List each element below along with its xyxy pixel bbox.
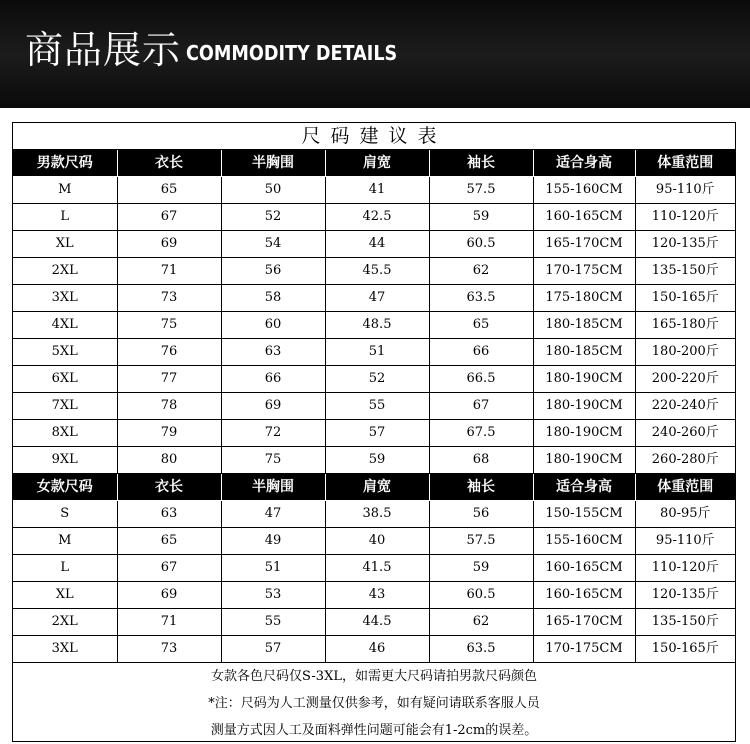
table-cell: 45.5	[325, 258, 429, 285]
table-row	[13, 555, 735, 582]
table-row	[13, 501, 735, 528]
table-cell: 6XL	[13, 366, 117, 393]
size-chart	[12, 122, 736, 742]
table-cell: 44.5	[325, 609, 429, 636]
table-cell: 80-95斤	[635, 501, 735, 528]
table-cell: M	[13, 177, 117, 204]
table-cell: L	[13, 204, 117, 231]
table-cell: 150-165斤	[635, 636, 735, 663]
table-cell: 62	[429, 258, 533, 285]
table-cell: 47	[325, 285, 429, 312]
table-row	[13, 528, 735, 555]
table-cell: 4XL	[13, 312, 117, 339]
table-cell: 50	[221, 177, 325, 204]
table-cell: 160-165CM	[533, 204, 635, 231]
table-cell: 76	[117, 339, 221, 366]
column-header: 肩宽	[325, 474, 429, 501]
table-cell: XL	[13, 231, 117, 258]
table-cell: 63	[117, 501, 221, 528]
table-row	[13, 258, 735, 285]
table-cell: 135-150斤	[635, 609, 735, 636]
table-row	[13, 339, 735, 366]
table-cell: 47	[221, 501, 325, 528]
table-cell: 60	[221, 312, 325, 339]
table-cell: 95-110斤	[635, 528, 735, 555]
table-cell: 67	[429, 393, 533, 420]
table-cell: 220-240斤	[635, 393, 735, 420]
table-cell: 5XL	[13, 339, 117, 366]
table-row	[13, 447, 735, 474]
table-cell: 2XL	[13, 258, 117, 285]
table-cell: 71	[117, 258, 221, 285]
column-header: 袖长	[429, 150, 533, 177]
column-header: 体重范围	[635, 150, 735, 177]
table-cell: 41.5	[325, 555, 429, 582]
table-cell: 56	[429, 501, 533, 528]
table-cell: 180-185CM	[533, 312, 635, 339]
table-cell: 66.5	[429, 366, 533, 393]
table-cell: 180-185CM	[533, 339, 635, 366]
size-table	[13, 123, 735, 663]
header-title-en: COMMODITY DETAILS	[186, 41, 398, 65]
table-cell: 51	[325, 339, 429, 366]
table-cell: 42.5	[325, 204, 429, 231]
table-cell: 67.5	[429, 420, 533, 447]
table-cell: 150-155CM	[533, 501, 635, 528]
table-cell: 63	[221, 339, 325, 366]
table-cell: 72	[221, 420, 325, 447]
column-header: 肩宽	[325, 150, 429, 177]
table-cell: 59	[429, 204, 533, 231]
table-cell: XL	[13, 582, 117, 609]
table-cell: 54	[221, 231, 325, 258]
table-row	[13, 582, 735, 609]
table-cell: 43	[325, 582, 429, 609]
table-cell: 65	[429, 312, 533, 339]
table-cell: 69	[117, 582, 221, 609]
table-cell: 59	[429, 555, 533, 582]
table-row	[13, 609, 735, 636]
table-cell: 65	[117, 528, 221, 555]
table-cell: 135-150斤	[635, 258, 735, 285]
table-row	[13, 312, 735, 339]
table-cell: 56	[221, 258, 325, 285]
table-cell: 57	[221, 636, 325, 663]
table-cell: 67	[117, 555, 221, 582]
column-header: 适合身高	[533, 474, 635, 501]
table-cell: 58	[221, 285, 325, 312]
table-cell: 75	[221, 447, 325, 474]
table-cell: 240-260斤	[635, 420, 735, 447]
table-cell: 180-200斤	[635, 339, 735, 366]
table-cell: 120-135斤	[635, 582, 735, 609]
size-notes	[13, 663, 735, 744]
table-cell: 78	[117, 393, 221, 420]
table-cell: 52	[221, 204, 325, 231]
table-row	[13, 366, 735, 393]
table-cell: 62	[429, 609, 533, 636]
table-row	[13, 177, 735, 204]
table-cell: 66	[429, 339, 533, 366]
column-header: 男款尺码	[13, 150, 117, 177]
table-cell: 57.5	[429, 528, 533, 555]
table-cell: 160-165CM	[533, 555, 635, 582]
table-cell: 155-160CM	[533, 528, 635, 555]
table-row	[13, 636, 735, 663]
table-cell: 63.5	[429, 636, 533, 663]
table-cell: 65	[117, 177, 221, 204]
table-cell: 80	[117, 447, 221, 474]
table-cell: 150-165斤	[635, 285, 735, 312]
table-cell: 41	[325, 177, 429, 204]
table-cell: 46	[325, 636, 429, 663]
column-header: 半胸围	[221, 474, 325, 501]
table-cell: 38.5	[325, 501, 429, 528]
table-cell: 79	[117, 420, 221, 447]
table-cell: 110-120斤	[635, 555, 735, 582]
table-cell: 200-220斤	[635, 366, 735, 393]
table-row	[13, 285, 735, 312]
table-cell: 63.5	[429, 285, 533, 312]
table-cell: 51	[221, 555, 325, 582]
table-cell: 77	[117, 366, 221, 393]
table-cell: 67	[117, 204, 221, 231]
note-line: 女款各色尺码仅S-3XL，如需更大尺码请拍男款尺码颜色	[211, 669, 537, 684]
table-cell: 260-280斤	[635, 447, 735, 474]
table-cell: 165-170CM	[533, 609, 635, 636]
table-cell: 75	[117, 312, 221, 339]
column-header: 半胸围	[221, 150, 325, 177]
table-cell: 40	[325, 528, 429, 555]
table-cell: 57.5	[429, 177, 533, 204]
table-cell: 55	[325, 393, 429, 420]
table-row	[13, 231, 735, 258]
table-cell: 69	[221, 393, 325, 420]
table-cell: 180-190CM	[533, 447, 635, 474]
table-cell: 44	[325, 231, 429, 258]
table-cell: 170-175CM	[533, 636, 635, 663]
table-cell: 55	[221, 609, 325, 636]
table-cell: 53	[221, 582, 325, 609]
table-cell: L	[13, 555, 117, 582]
column-header: 衣长	[117, 474, 221, 501]
table-cell: 68	[429, 447, 533, 474]
table-cell: 95-110斤	[635, 177, 735, 204]
table-cell: 175-180CM	[533, 285, 635, 312]
column-header: 袖长	[429, 474, 533, 501]
table-cell: 120-135斤	[635, 231, 735, 258]
table-cell: 170-175CM	[533, 258, 635, 285]
table-cell: 3XL	[13, 285, 117, 312]
column-header: 体重范围	[635, 474, 735, 501]
note-line: *注：尺码为人工测量仅供参考，如有疑问请联系客服人员	[208, 696, 540, 711]
table-cell: 180-190CM	[533, 366, 635, 393]
table-row	[13, 393, 735, 420]
table-cell: 110-120斤	[635, 204, 735, 231]
table-cell: M	[13, 528, 117, 555]
women-header-row	[13, 474, 735, 501]
table-cell: 2XL	[13, 609, 117, 636]
table-cell: 60.5	[429, 231, 533, 258]
table-cell: 73	[117, 636, 221, 663]
table-cell: 165-180斤	[635, 312, 735, 339]
table-cell: 52	[325, 366, 429, 393]
table-cell: 3XL	[13, 636, 117, 663]
table-cell: 48.5	[325, 312, 429, 339]
header-title-cn: 商品展示	[25, 28, 182, 72]
table-cell: 180-190CM	[533, 420, 635, 447]
table-cell: 73	[117, 285, 221, 312]
table-cell: S	[13, 501, 117, 528]
column-header: 适合身高	[533, 150, 635, 177]
table-cell: 57	[325, 420, 429, 447]
table-cell: 7XL	[13, 393, 117, 420]
table-cell: 60.5	[429, 582, 533, 609]
table-cell: 69	[117, 231, 221, 258]
table-cell: 59	[325, 447, 429, 474]
table-cell: 71	[117, 609, 221, 636]
header-banner	[0, 0, 750, 108]
note-line: 测量方式因人工及面料弹性问题可能会有1-2cm的误差。	[210, 723, 538, 738]
table-row	[13, 204, 735, 231]
column-header: 女款尺码	[13, 474, 117, 501]
men-header-row	[13, 150, 735, 177]
size-table-title: 尺码建议表	[13, 123, 735, 150]
table-cell: 66	[221, 366, 325, 393]
table-cell: 155-160CM	[533, 177, 635, 204]
table-cell: 165-170CM	[533, 231, 635, 258]
column-header: 衣长	[117, 150, 221, 177]
table-row	[13, 420, 735, 447]
table-cell: 49	[221, 528, 325, 555]
table-cell: 160-165CM	[533, 582, 635, 609]
table-cell: 180-190CM	[533, 393, 635, 420]
table-cell: 9XL	[13, 447, 117, 474]
table-cell: 8XL	[13, 420, 117, 447]
